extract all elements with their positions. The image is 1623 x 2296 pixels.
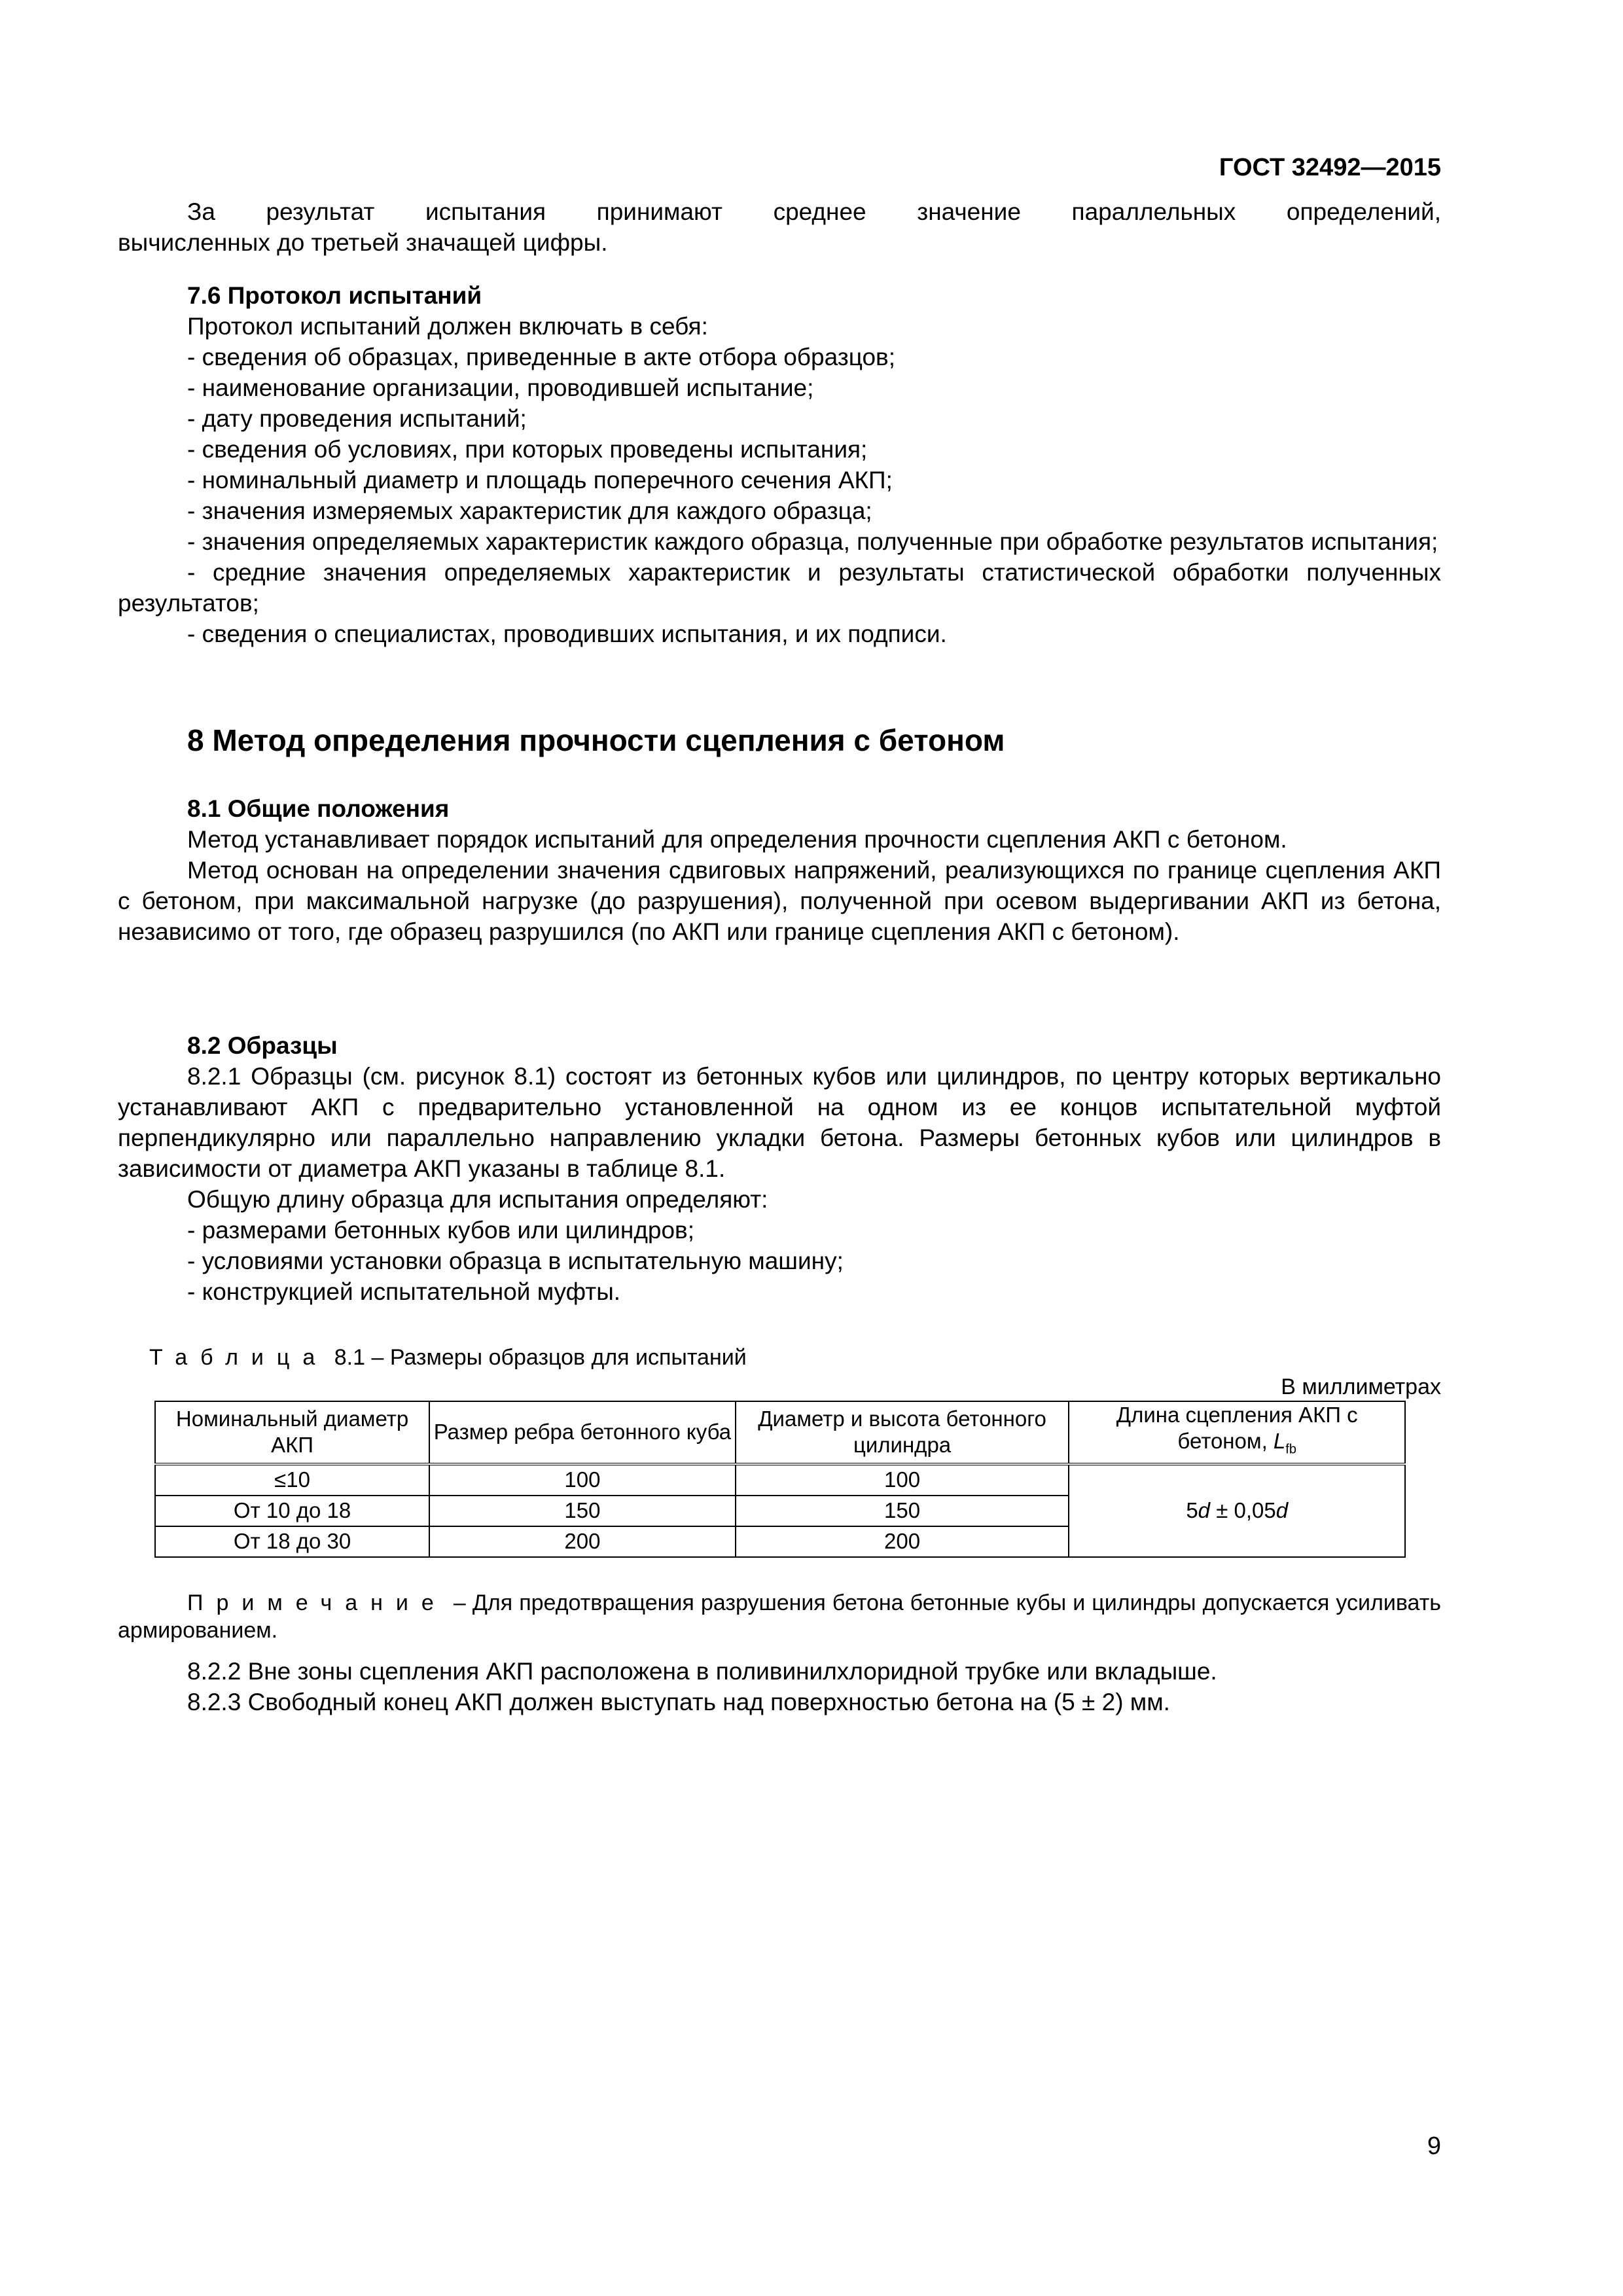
specimen-size-table xyxy=(154,1401,1406,1558)
table-cell: От 10 до 18 xyxy=(155,1496,429,1526)
note-text: – Для предотвращения разрушения бетона бетонные кубы и цилиндры допускается усиливать армированием. xyxy=(118,1590,1441,1643)
list-item: - конструкцией испытательной муфты. xyxy=(187,1278,621,1305)
section-8-2-tail xyxy=(118,1656,1441,1717)
section-8-2-lead: Общую длину образца для испытания определяют: xyxy=(187,1186,768,1213)
section-8-1-title: 8.1 Общие положения xyxy=(187,795,450,822)
table-header-subscript: fb xyxy=(1285,1442,1296,1457)
table-header-cell: Диаметр и высота бетонного цилиндра xyxy=(736,1401,1069,1464)
section-7-6-title: 7.6 Протокол испытаний xyxy=(187,282,482,309)
table-header-cell xyxy=(1069,1401,1405,1464)
document-header-id: ГОСТ 32492—2015 xyxy=(1219,154,1441,181)
merged-value-coefficient: 5 xyxy=(1186,1498,1198,1523)
note-label: Примечание xyxy=(187,1590,447,1615)
table-note xyxy=(118,1589,1441,1644)
section-8-2-title: 8.2 Образцы xyxy=(187,1032,338,1059)
section-7-6 xyxy=(118,280,1441,649)
section-8-title: 8 Метод определения прочности сцепления с бетоном xyxy=(187,723,1005,757)
section-8-2-2-paragraph: 8.2.2 Вне зоны сцепления АКП расположена в поливинилхлоридной трубке или вкладыше. xyxy=(187,1658,1217,1685)
table-caption-text: 8.1 – Размеры образцов для испытаний xyxy=(328,1345,747,1370)
table-cell: От 18 до 30 xyxy=(155,1526,429,1557)
list-item: - сведения об условиях, при которых проведены испытания; xyxy=(187,436,868,463)
section-8-2 xyxy=(118,1030,1441,1307)
section-8-2-3-paragraph: 8.2.3 Свободный конец АКП должен выступать над поверхностью бетона на (5 ± 2) мм. xyxy=(187,1689,1170,1715)
list-item: - условиями установки образца в испытательную машину; xyxy=(187,1247,844,1274)
section-8-1 xyxy=(118,793,1441,947)
table-cell: 200 xyxy=(736,1526,1069,1557)
table-units: В миллиметрах xyxy=(1281,1374,1441,1399)
intro-line-2: вычисленных до третьей значащей цифры. xyxy=(118,229,608,256)
list-item: - сведения о специалистах, проводивших испытания, и их подписи. xyxy=(187,620,947,647)
list-item: - номинальный диаметр и площадь поперечного сечения АКП; xyxy=(187,467,893,493)
list-item: - средние значения определяемых характеристик и результаты статистической обработки полученных результатов; xyxy=(118,559,1441,617)
table-header-cell: Размер ребра бетонного куба xyxy=(429,1401,736,1464)
table-row xyxy=(155,1464,1405,1496)
table-cell: 100 xyxy=(736,1464,1069,1496)
table-cell: ≤10 xyxy=(155,1464,429,1496)
merged-value-tolerance: ± 0,05 xyxy=(1210,1498,1276,1523)
section-7-6-lead: Протокол испытаний должен включать в себя: xyxy=(187,313,708,340)
table-cell: 150 xyxy=(736,1496,1069,1526)
list-item: - размерами бетонных кубов или цилиндров; xyxy=(187,1217,694,1244)
list-item: - дату проведения испытаний; xyxy=(187,405,527,432)
page-number: 9 xyxy=(1427,2132,1441,2160)
list-item: - сведения об образцах, приведенные в акте отбора образцов; xyxy=(187,344,895,370)
list-item: - наименование организации, проводившей испытание; xyxy=(187,374,814,401)
intro-paragraph xyxy=(118,196,1441,258)
merged-value-symbol: d xyxy=(1198,1498,1211,1523)
table-header-row xyxy=(155,1401,1405,1464)
merged-value-symbol: d xyxy=(1275,1498,1289,1523)
section-8-1-paragraph-1: Метод устанавливает порядок испытаний для определения прочности сцепления АКП с бетоном. xyxy=(187,826,1287,853)
list-item: - значения определяемых характеристик каждого образца, полученные при обработке результатов испытания; xyxy=(187,528,1438,555)
table-cell: 100 xyxy=(429,1464,736,1496)
table-header-symbol: L xyxy=(1273,1429,1286,1453)
table-merged-cell xyxy=(1069,1464,1405,1557)
table-caption-word: Таблица xyxy=(149,1345,329,1370)
table-header-text: Длина сцепления АКП с бетоном, xyxy=(1116,1403,1358,1453)
section-8-2-1-paragraph: 8.2.1 Образцы (см. рисунок 8.1) состоят из бетонных кубов или цилиндров, по центру которых вертикально устанавливают АКП с предварительно установленной на одном из ее концов испытательной муфтой перпендикулярно или параллельно направлению укладки бетона. Размеры бетонных кубов или цилиндров в зависимости от диаметра АКП указаны в таблице 8.1. xyxy=(118,1063,1441,1182)
table-cell: 200 xyxy=(429,1526,736,1557)
list-item: - значения измеряемых характеристик для каждого образца; xyxy=(187,497,872,524)
intro-line-1: За результат испытания принимают среднее значение параллельных определений, xyxy=(187,198,1441,225)
section-8-1-paragraph-2: Метод основан на определении значения сдвиговых напряжений, реализующихся по границе сцепления АКП с бетоном, при максимальной нагрузке (до разрушения), полученной при осевом выдергивании АКП из бетона, независимо от того, где образец разрушился (по АКП или границе сцепления АКП с бетоном). xyxy=(118,857,1441,945)
table-caption xyxy=(149,1345,747,1371)
table-header-cell: Номинальный диаметр АКП xyxy=(155,1401,429,1464)
table-cell: 150 xyxy=(429,1496,736,1526)
